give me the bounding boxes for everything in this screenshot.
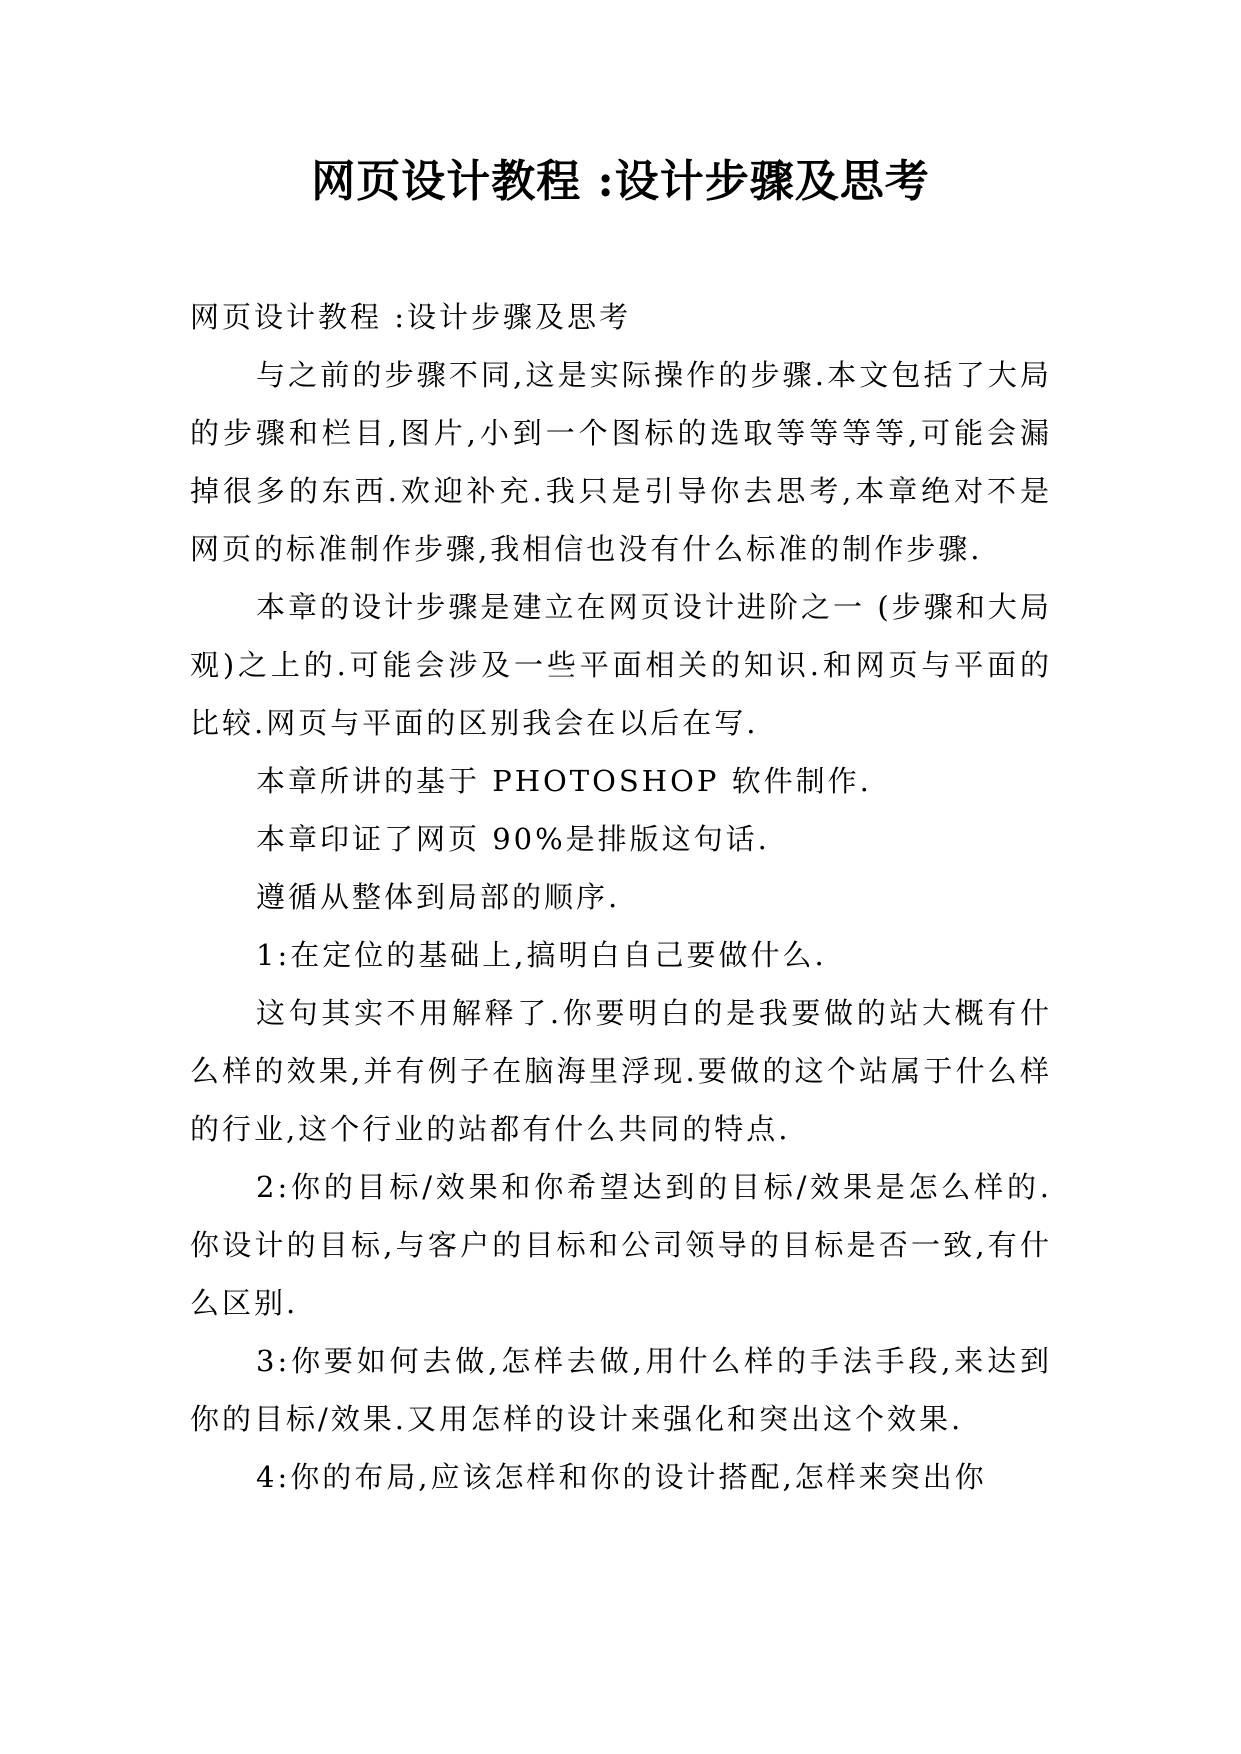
step-4-paragraph: 4:你的布局,应该怎样和你的设计搭配,怎样来突出你 [256,1460,987,1494]
layout-paragraph: 本章印证了网页 90%是排版这句话. [256,822,770,856]
document-body [190,288,1052,1506]
basis-paragraph: 本章的设计步骤是建立在网页设计进阶之一 (步骤和大局观)之上的.可能会涉及一些平面相关的知识.和网页与平面的比较.网页与平面的区别我会在以后在写. [190,590,1052,740]
step-1-heading: 1:在定位的基础上,搞明白自己要做什么. [256,938,827,972]
step-3-paragraph: 3:你要如何去做,怎样去做,用什么样的手法手段,来达到你的目标/效果.又用怎样的设计来强化和突出这个效果. [190,1344,1052,1436]
step-1-paragraph: 这句其实不用解释了.你要明白的是我要做的站大概有什么样的效果,并有例子在脑海里浮现.要做的这个站属于什么样的行业,这个行业的站都有什么共同的特点. [190,996,1052,1146]
subtitle-paragraph: 网页设计教程 :设计步骤及思考 [190,300,631,334]
software-paragraph: 本章所讲的基于 PHOTOSHOP 软件制作. [256,764,872,798]
step-2-paragraph: 2:你的目标/效果和你希望达到的目标/效果是怎么样的.你设计的目标,与客户的目标和公司领导的目标是否一致,有什么区别. [190,1170,1052,1320]
intro-paragraph: 与之前的步骤不同,这是实际操作的步骤.本文包括了大局的步骤和栏目,图片,小到一个图标的选取等等等等,可能会漏掉很多的东西.欢迎补充.我只是引导你去思考,本章绝对不是网页的标准制作步骤,我相信也没有什么标准的制作步骤. [190,358,1052,566]
document-title: 网页设计教程 :设计步骤及思考 [311,156,930,207]
order-paragraph: 遵循从整体到局部的顺序. [256,880,621,914]
